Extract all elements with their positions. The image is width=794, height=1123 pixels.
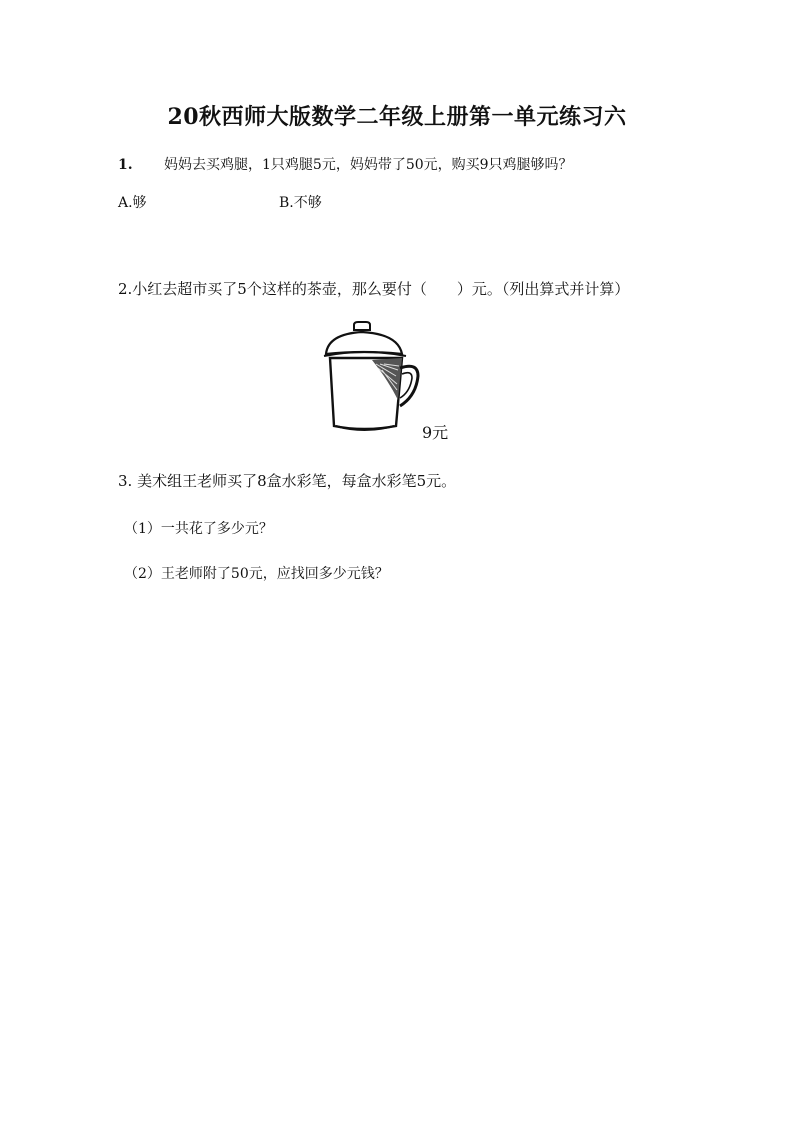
- option-b: B.不够: [279, 195, 322, 211]
- question-3-part-2: （2）王老师附了50元，应找回多少元钱？: [124, 566, 389, 582]
- teacup-icon: [318, 320, 428, 440]
- question-3-part-1: （1）一共花了多少元？: [124, 521, 273, 537]
- question-1-text: 妈妈去买鸡腿，1只鸡腿5元，妈妈带了50元，购买9只鸡腿够吗？: [164, 157, 573, 173]
- price-label: 9元: [422, 423, 449, 442]
- page-title: 20秋西师大版数学二年级上册第一单元练习六: [167, 104, 627, 130]
- question-2: 2.小红去超市买了5个这样的茶壶，那么要付（ ）元。（列出算式并计算）: [118, 280, 630, 298]
- question-3: 3. 美术组王老师买了8盒水彩笔，每盒水彩笔5元。: [118, 472, 457, 490]
- question-1: [118, 154, 573, 174]
- question-1-number: 1.: [118, 157, 133, 173]
- teacup-figure: [318, 320, 468, 445]
- option-a: A.够: [118, 195, 147, 211]
